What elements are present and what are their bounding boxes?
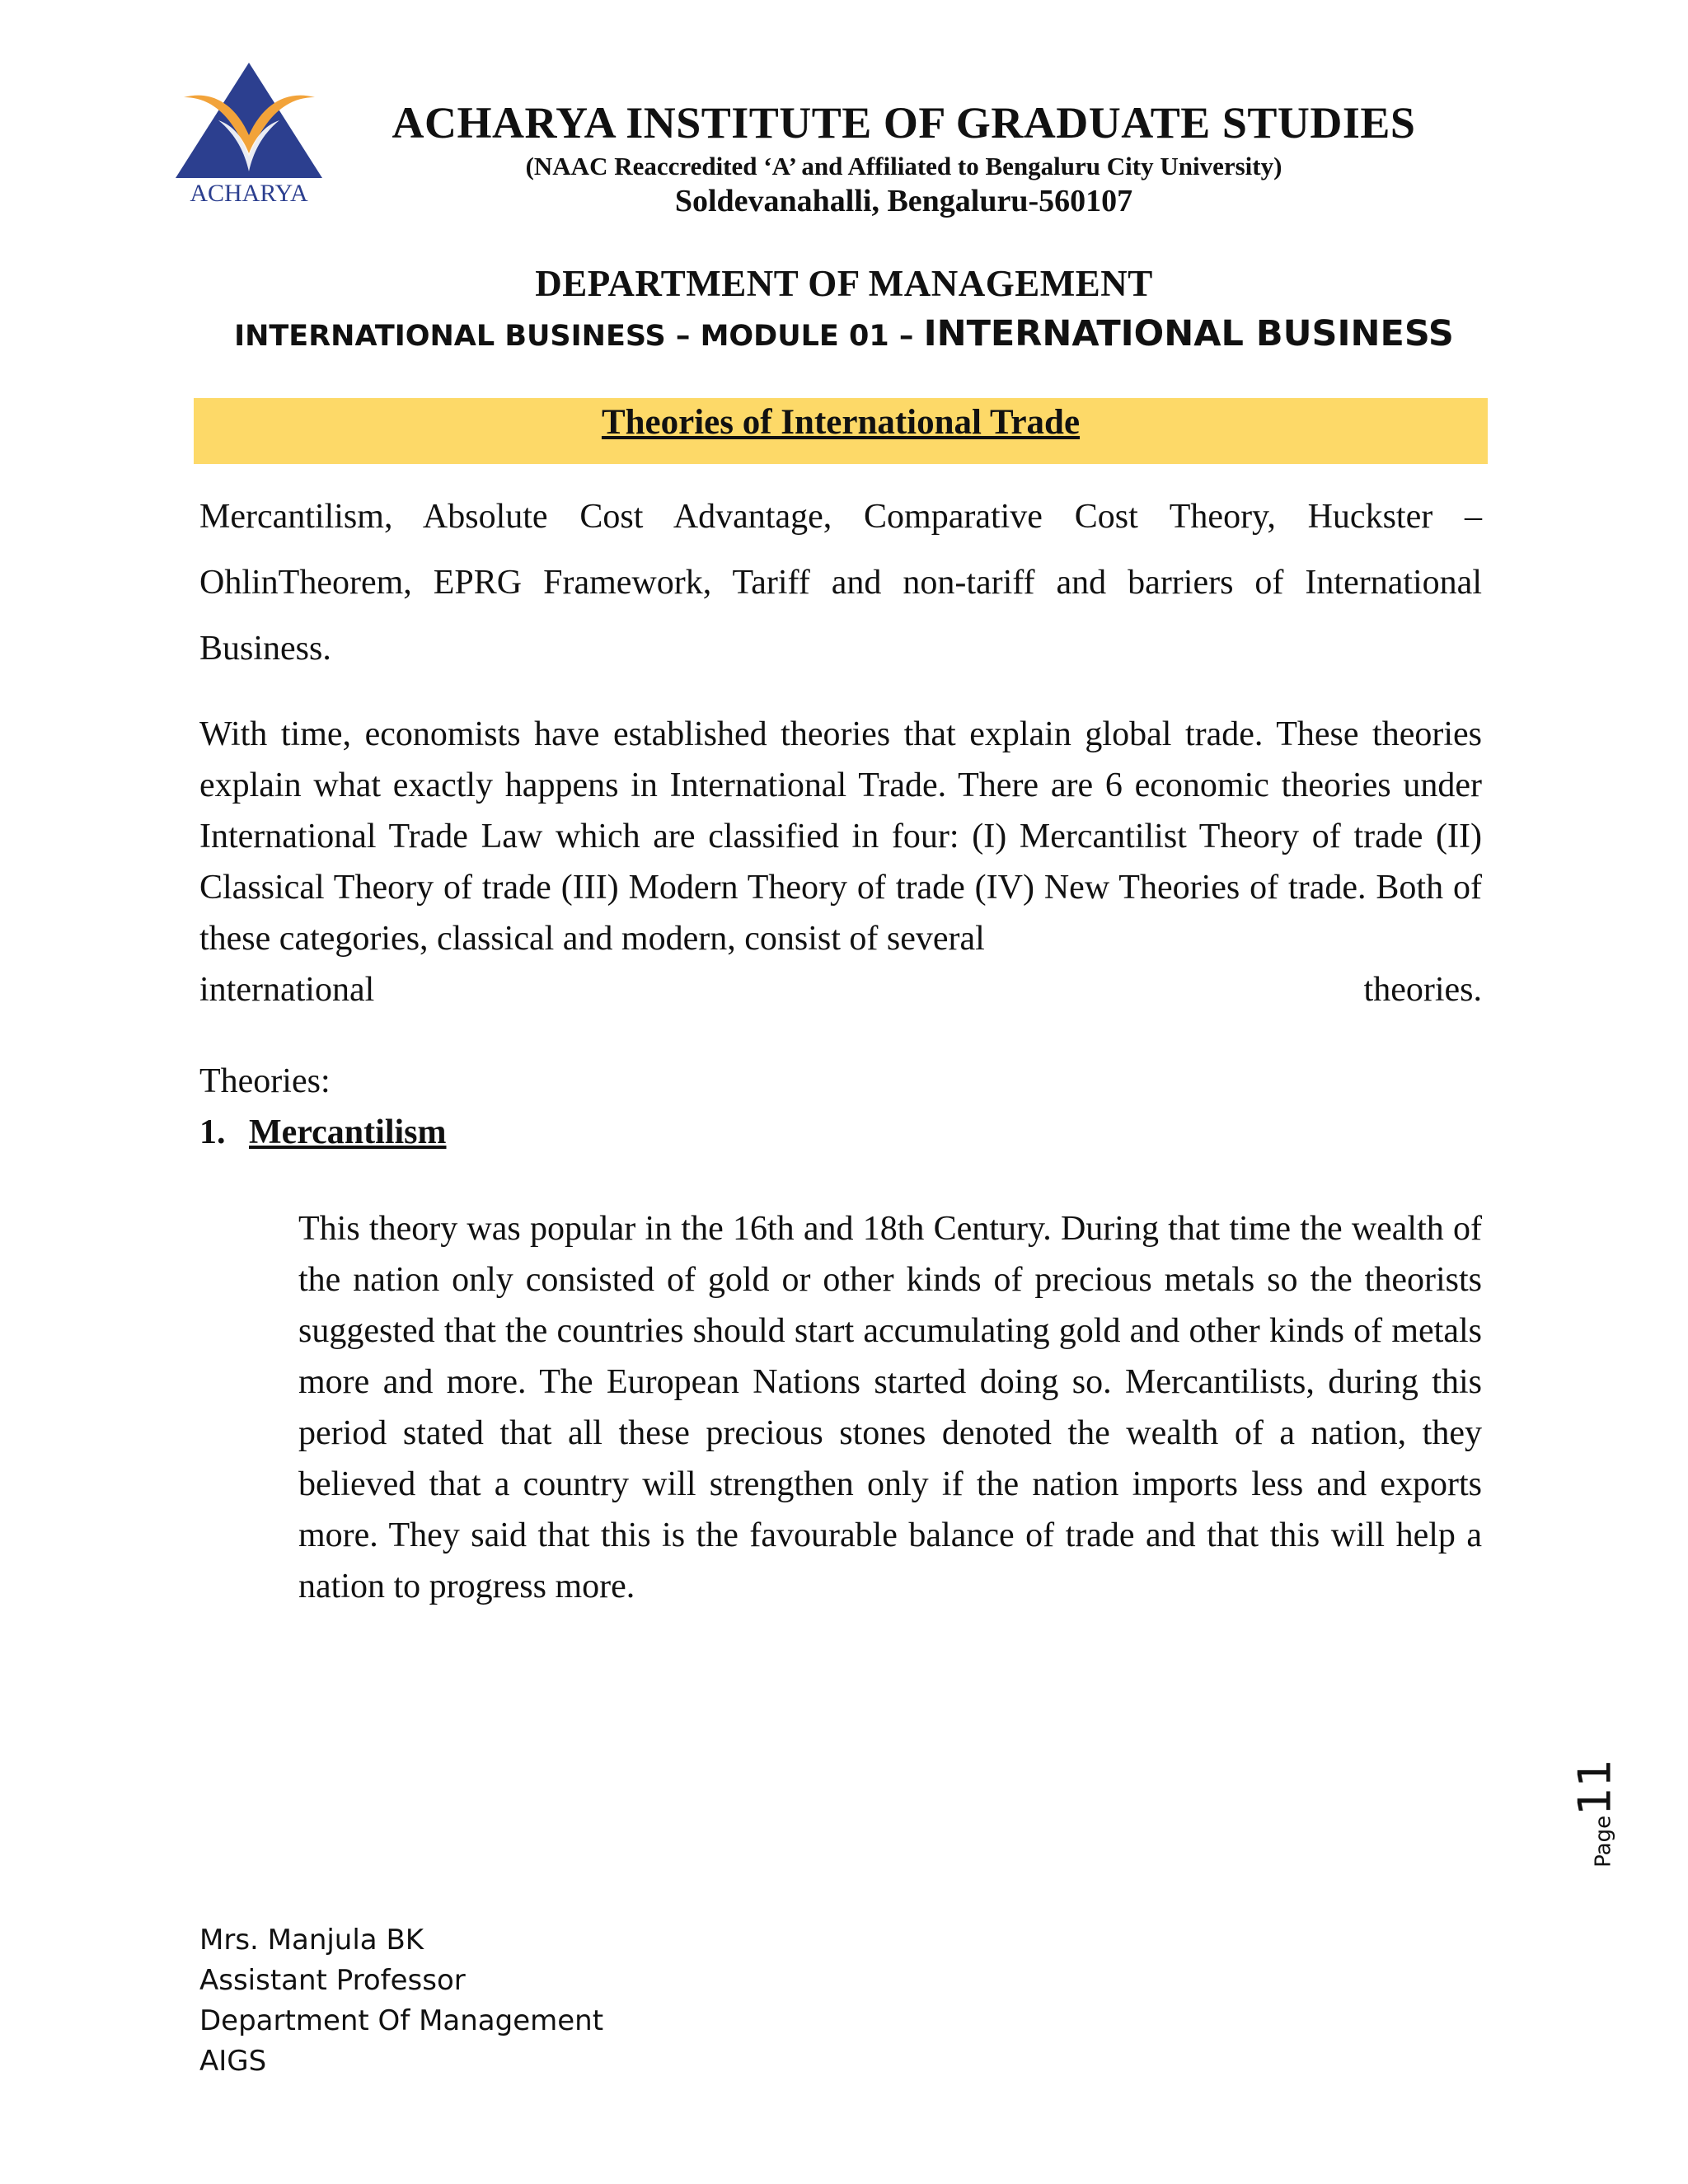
intro-text: With time, economists have established theories that explain global trade. These theories explain what exactly happens in International Trade. There are 6 economic theories under International Trade Law which are classified in four: (I) Mercantilist Theory of trade (II) Classical Theory of trade (III) Modern Theory of trade (IV) New Theories of trade. Both of these categories, classical and modern, consist of several — [199, 715, 1482, 958]
section-title: Mercantilism — [249, 1113, 447, 1151]
mercantilism-paragraph: This theory was popular in the 16th and 18th Century. During that time the wealth of the nation only consisted of gold or other kinds of precious metals so the theorists suggested that the countries should start accumulating gold and other kinds of metals more and more. The European Nations started doing so. Mercantilists, during this period stated that all these precious stones denoted the wealth of a nation, they believed that a country will strengthen only if the nation imports less and exports more. They said that this is the favourable balance of trade and that this will help a nation to progress more. — [298, 1210, 1482, 1605]
page-number — [1566, 1747, 1624, 1879]
intro-paragraph — [199, 709, 1482, 1015]
section-banner — [194, 398, 1488, 464]
author-department: Department Of Management — [199, 2004, 604, 2037]
section-number: 1. — [199, 1113, 226, 1151]
author-designation: Assistant Professor — [199, 1964, 466, 1997]
page-label: Page — [1591, 1815, 1616, 1868]
institute-address: Soldevanahalli, Bengaluru-560107 — [674, 184, 1133, 218]
department-title: DEPARTMENT OF MANAGEMENT — [535, 263, 1153, 304]
author-name: Mrs. Manjula BK — [199, 1924, 424, 1957]
institute-name: ACHARYA INSTITUTE OF GRADUATE STUDIES — [392, 98, 1416, 148]
module-title — [0, 313, 1688, 354]
author-org: AIGS — [199, 2045, 267, 2078]
intro-last-line: international theories. — [199, 971, 1482, 1009]
author-footer — [199, 1920, 603, 2082]
module-prefix: INTERNATIONAL BUSINESS – MODULE 01 – — [234, 320, 924, 353]
banner-title: Theories of International Trade — [601, 403, 1081, 442]
logo-text: ACHARYA — [190, 180, 308, 204]
page-number-value: 11 — [1568, 1759, 1621, 1816]
topics-paragraph: Mercantilism, Absolute Cost Advantage, Comparative Cost Theory, Huckster – OhlinTheorem, EPRG Framework, Tariff and non-tariff and barriers of International Business. — [199, 498, 1482, 668]
module-name: INTERNATIONAL BUSINESS — [923, 313, 1454, 354]
theories-label: Theories: — [199, 1062, 331, 1100]
section-heading — [199, 1113, 447, 1152]
accreditation-line: (NAAC Reaccredited ‘A’ and Affiliated to Bengaluru City University) — [525, 152, 1282, 180]
